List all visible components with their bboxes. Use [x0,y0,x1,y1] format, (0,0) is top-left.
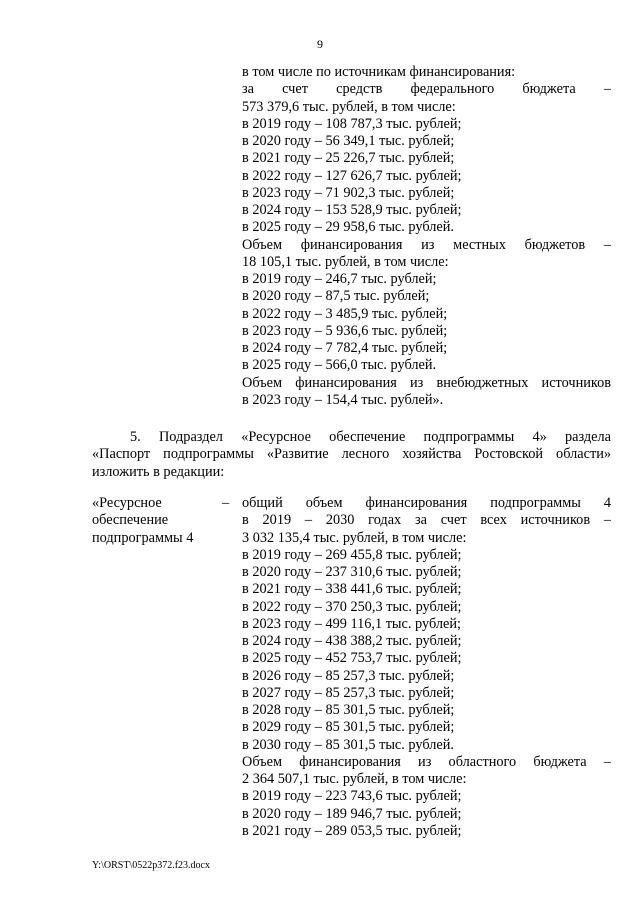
text-line: в 2019 году – 108 787,3 тыс. рублей; [242,115,462,132]
text-line: в 2025 году – 452 753,7 тыс. рублей; [242,650,462,667]
text-line: в 2025 году – 29 958,6 тыс. рублей. [242,219,454,236]
label-line: обеспечение [92,512,169,529]
text-line: за счет средств федерального бюджета – [242,81,611,98]
text-line: 573 379,6 тыс. рублей, в том числе: [242,98,456,115]
text-line: в 2023 году – 499 116,1 тыс. рублей; [242,615,461,632]
text-line: в 2024 году – 7 782,4 тыс. рублей; [242,340,448,356]
text-line: в 2021 году – 289 053,5 тыс. рублей; [242,822,462,839]
text-line: Объем финансирования из местных бюджетов – [242,236,611,253]
paragraph-line: 5. Подраздел «Ресурсное обеспечение подпрограммы 4» раздела [130,429,611,445]
text-line: в 2025 году – 566,0 тыс. рублей. [242,357,437,374]
text-line: Объем финансирования из областного бюджета – [242,753,611,770]
text-line: в 2030 году – 85 301,5 тыс. рублей. [242,736,454,753]
text-line: в 2024 году – 153 528,9 тыс. рублей; [242,202,462,218]
text-line: в 2023 году – 71 902,3 тыс. рублей; [242,184,455,201]
text-line: в 2022 году – 3 485,9 тыс. рублей; [242,305,448,322]
text-line: в 2024 году – 438 388,2 тыс. рублей; [242,633,462,649]
file-path-footer: Y:\ORST\0522p372.f23.docx [92,860,210,871]
text-line: общий объем финансирования подпрограммы 4 [242,495,611,511]
paragraph-line: «Паспорт подпрограммы «Развитие лесного хозяйства Ростовской области» [92,446,611,463]
text-line: в 2019 году – 246,7 тыс. рублей; [242,271,437,287]
text-line: в 2023 году – 5 936,6 тыс. рублей; [242,322,448,339]
text-line: в 2020 году – 189 946,7 тыс. рублей; [242,805,462,822]
text-line: в 2022 году – 370 250,3 тыс. рублей; [242,598,462,615]
text-line: в 2021 году – 338 441,6 тыс. рублей; [242,581,462,598]
resource-label-column [92,495,240,547]
text-line: в 2020 году – 56 349,1 тыс. рублей; [242,133,455,149]
text-line: в 2022 году – 127 626,7 тыс. рублей; [242,167,462,184]
bottom-funding-block [242,495,611,840]
text-line: Объем финансирования из внебюджетных источников [242,374,611,391]
text-line: в 2028 году – 85 301,5 тыс. рублей; [242,702,455,718]
text-line: в 2020 году – 87,5 тыс. рублей; [242,288,430,305]
section-paragraph [92,429,611,481]
top-funding-block [242,64,611,409]
text-line: 18 105,1 тыс. рублей, в том числе: [242,253,449,270]
label-dash-column [222,495,236,512]
text-line: в 2027 году – 85 257,3 тыс. рублей; [242,684,455,701]
text-line: в 2019 году – 269 455,8 тыс. рублей; [242,546,462,563]
text-line: в 2023 году – 154,4 тыс. рублей». [242,391,444,408]
text-line: в 2020 году – 237 310,6 тыс. рублей; [242,564,462,580]
text-line: в 2026 году – 85 257,3 тыс. рублей; [242,667,455,684]
text-line: в 2021 году – 25 226,7 тыс. рублей; [242,150,455,167]
text-line: в 2019 году – 223 743,6 тыс. рублей; [242,788,462,805]
text-line: в том числе по источникам финансирования: [242,64,516,80]
paragraph-line: изложить в редакции: [92,463,225,480]
label-line: подпрограммы 4 [92,529,194,546]
page-number: 9 [317,37,323,51]
text-line: 3 032 135,4 тыс. рублей, в том числе: [242,529,467,546]
text-line: 2 364 507,1 тыс. рублей, в том числе: [242,771,467,787]
label-line: «Ресурсное [92,495,162,511]
text-line: в 2019 – 2030 годах за счет всех источников – [242,512,611,529]
label-dash: – [222,495,230,511]
text-line: в 2029 году – 85 301,5 тыс. рублей; [242,719,455,736]
